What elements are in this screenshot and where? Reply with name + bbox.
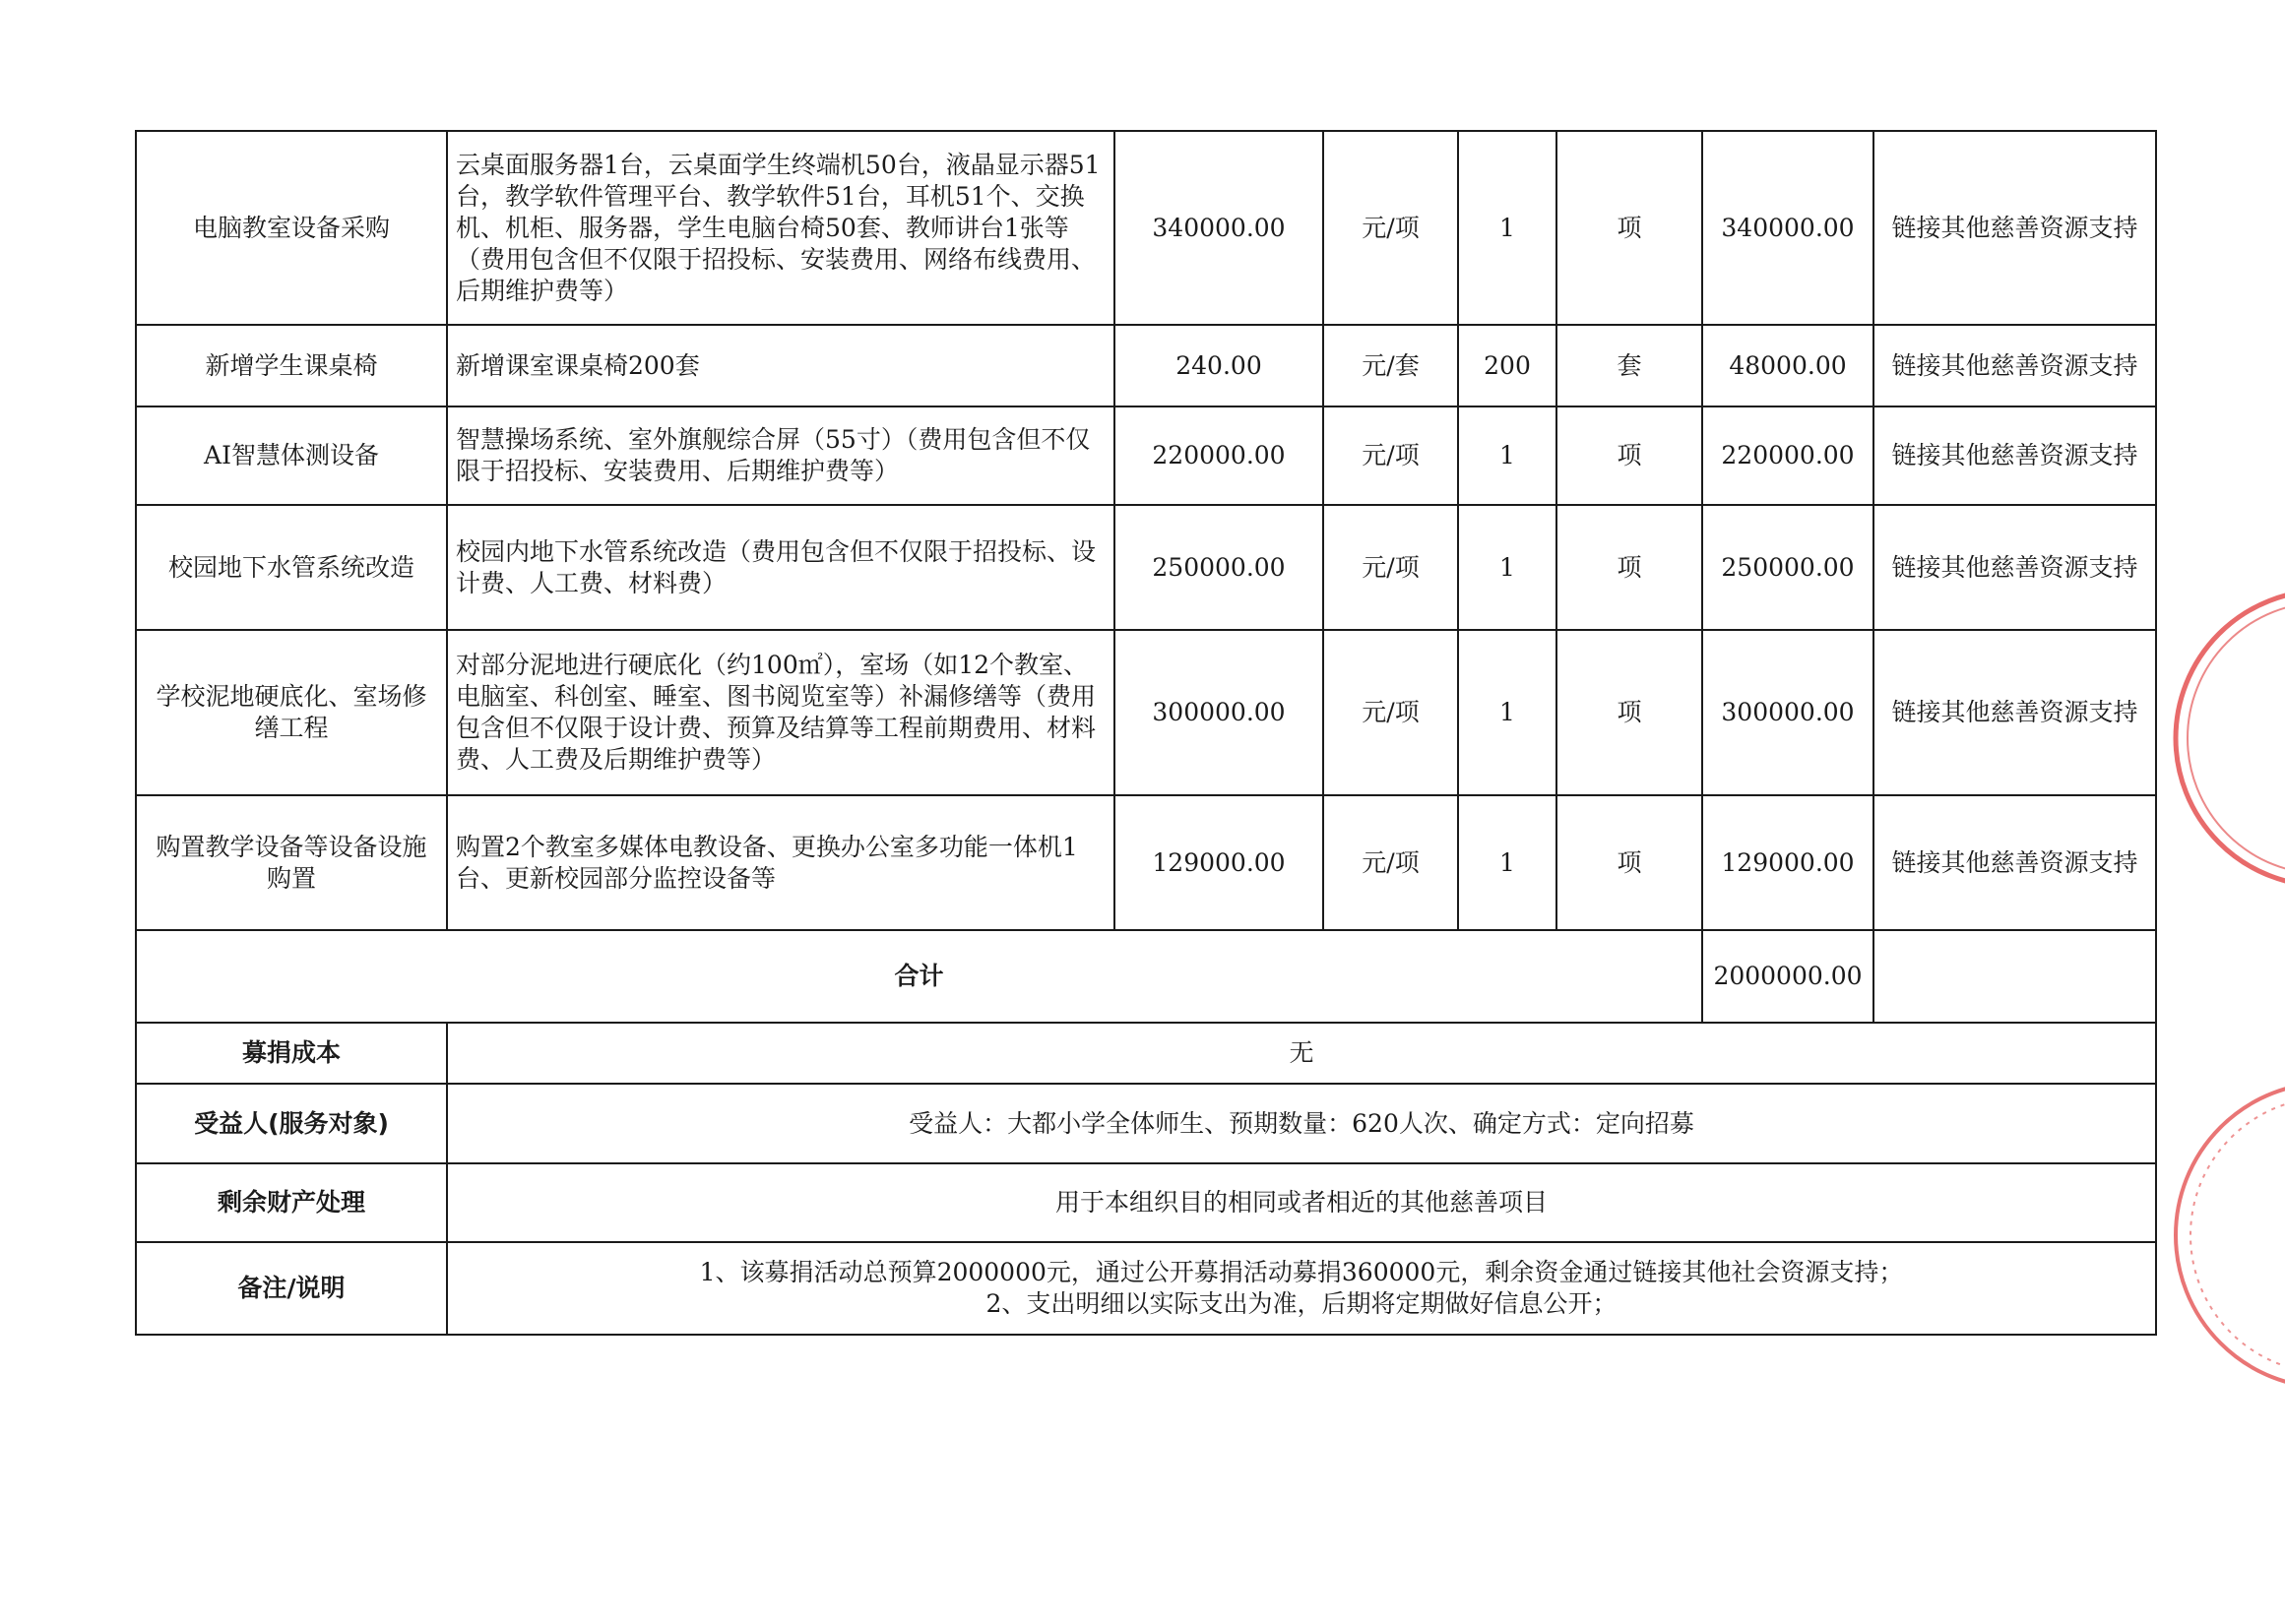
remark-line-2: 2、支出明细以实际支出为准，后期将定期做好信息公开； [985, 1289, 1618, 1318]
item-description: 对部分泥地进行硬底化（约100㎡），室场（如12个教室、电脑室、科创室、睡室、图书阅览室等）补漏修缮等（费用包含但不仅限于设计费、预算及结算等工程前期费用、材料费、人工费及后期维护费等） [447, 630, 1114, 795]
item-price-unit: 元/项 [1323, 406, 1458, 505]
item-description: 智慧操场系统、室外旗舰综合屏（55寸）（费用包含但不仅限于招投标、安装费用、后期维护费等） [447, 406, 1114, 505]
item-amount: 129000.00 [1702, 795, 1873, 930]
total-empty-cell [1873, 930, 2156, 1023]
item-amount: 340000.00 [1702, 131, 1873, 325]
item-funding-source: 链接其他慈善资源支持 [1873, 406, 2156, 505]
item-price-unit: 元/项 [1323, 630, 1458, 795]
item-name: 学校泥地硬底化、室场修缮工程 [136, 630, 447, 795]
surplus-row [136, 1163, 2156, 1242]
beneficiary-label: 受益人(服务对象) [136, 1084, 447, 1163]
item-name: 电脑教室设备采购 [136, 131, 447, 325]
item-quantity-unit: 项 [1556, 406, 1702, 505]
item-funding-source: 链接其他慈善资源支持 [1873, 131, 2156, 325]
item-quantity-unit: 项 [1556, 630, 1702, 795]
item-row [136, 131, 2156, 325]
item-row [136, 630, 2156, 795]
item-quantity: 1 [1458, 131, 1556, 325]
item-price-unit: 元/项 [1323, 505, 1458, 630]
item-row [136, 406, 2156, 505]
item-name: 新增学生课桌椅 [136, 325, 447, 406]
beneficiary-row [136, 1084, 2156, 1163]
item-row [136, 325, 2156, 406]
item-description: 购置2个教室多媒体电教设备、更换办公室多功能一体机1台、更新校园部分监控设备等 [447, 795, 1114, 930]
item-description: 新增课室课桌椅200套 [447, 325, 1114, 406]
item-name: 校园地下水管系统改造 [136, 505, 447, 630]
item-funding-source: 链接其他慈善资源支持 [1873, 630, 2156, 795]
item-amount: 220000.00 [1702, 406, 1873, 505]
surplus-value: 用于本组织目的相同或者相近的其他慈善项目 [447, 1163, 2156, 1242]
item-funding-source: 链接其他慈善资源支持 [1873, 325, 2156, 406]
item-name: 购置教学设备等设备设施购置 [136, 795, 447, 930]
item-amount: 300000.00 [1702, 630, 1873, 795]
item-price-unit: 元/项 [1323, 131, 1458, 325]
item-price-unit: 元/套 [1323, 325, 1458, 406]
remark-line-1: 1、该募捐活动总预算2000000元，通过公开募捐活动募捐360000元，剩余资金通过链接其他社会资源支持； [699, 1258, 1904, 1286]
item-funding-source: 链接其他慈善资源支持 [1873, 795, 2156, 930]
cost-value: 无 [447, 1023, 2156, 1084]
item-unit-price: 300000.00 [1114, 630, 1323, 795]
item-quantity-unit: 项 [1556, 505, 1702, 630]
cost-label: 募捐成本 [136, 1023, 447, 1084]
cost-row [136, 1023, 2156, 1084]
item-row [136, 505, 2156, 630]
item-unit-price: 340000.00 [1114, 131, 1323, 325]
item-quantity: 1 [1458, 630, 1556, 795]
budget-table [135, 130, 2157, 1336]
surplus-label: 剩余财产处理 [136, 1163, 447, 1242]
item-quantity-unit: 项 [1556, 795, 1702, 930]
item-amount: 48000.00 [1702, 325, 1873, 406]
item-description: 云桌面服务器1台，云桌面学生终端机50台，液晶显示器51台，教学软件管理平台、教学软件51台，耳机51个、交换机、机柜、服务器，学生电脑台椅50套、教师讲台1张等（费用包含但不仅限于招投标、安装费用、网络布线费用、后期维护费等） [447, 131, 1114, 325]
remark-value [447, 1242, 2156, 1335]
item-quantity-unit: 项 [1556, 131, 1702, 325]
remark-row [136, 1242, 2156, 1335]
item-unit-price: 220000.00 [1114, 406, 1323, 505]
item-quantity: 1 [1458, 406, 1556, 505]
item-price-unit: 元/项 [1323, 795, 1458, 930]
item-quantity-unit: 套 [1556, 325, 1702, 406]
total-amount: 2000000.00 [1702, 930, 1873, 1023]
item-unit-price: 129000.00 [1114, 795, 1323, 930]
item-row [136, 795, 2156, 930]
item-unit-price: 240.00 [1114, 325, 1323, 406]
item-quantity: 1 [1458, 795, 1556, 930]
remark-label: 备注/说明 [136, 1242, 447, 1335]
total-row [136, 930, 2156, 1023]
item-funding-source: 链接其他慈善资源支持 [1873, 505, 2156, 630]
item-quantity: 200 [1458, 325, 1556, 406]
total-label: 合计 [136, 930, 1702, 1023]
item-description: 校园内地下水管系统改造（费用包含但不仅限于招投标、设计费、人工费、材料费） [447, 505, 1114, 630]
beneficiary-value: 受益人：大都小学全体师生、预期数量：620人次、确定方式：定向招募 [447, 1084, 2156, 1163]
item-quantity: 1 [1458, 505, 1556, 630]
item-amount: 250000.00 [1702, 505, 1873, 630]
item-unit-price: 250000.00 [1114, 505, 1323, 630]
item-name: AI智慧体测设备 [136, 406, 447, 505]
